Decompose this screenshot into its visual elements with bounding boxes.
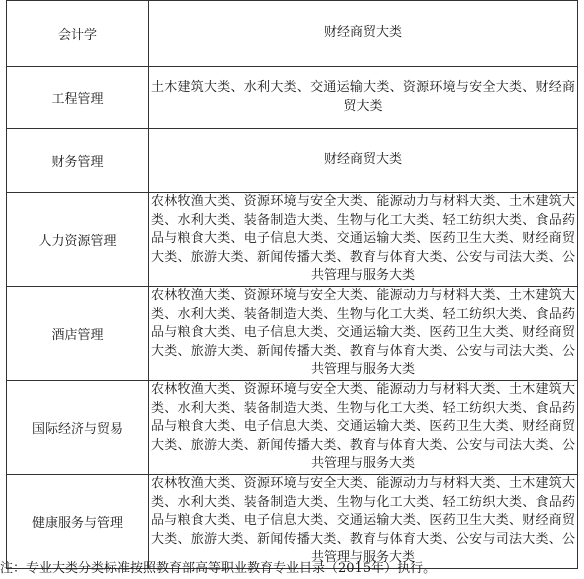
category-cell: 农林牧渔大类、资源环境与安全大类、能源动力与材料大类、土木建筑大类、水利大类、装备制造大类、生物与化工大类、轻工纺织大类、食品药品与粮食大类、电子信息大类、交通运输大类、医药卫生大类、财经商贸大类、旅游大类、新闻传播大类、教育与体育大类、公安与司法大类、公共管理与服务大类 xyxy=(149,193,578,287)
table-row xyxy=(7,380,578,474)
category-cell: 农林牧渔大类、资源环境与安全大类、能源动力与材料大类、土木建筑大类、水利大类、装备制造大类、生物与化工大类、轻工纺织大类、食品药品与粮食大类、电子信息大类、交通运输大类、医药卫生大类、财经商贸大类、旅游大类、新闻传播大类、教育与体育大类、公安与司法大类、公共管理与服务大类 xyxy=(149,286,578,380)
major-cell: 酒店管理 xyxy=(7,286,149,380)
major-cell: 健康服务与管理 xyxy=(7,474,149,568)
table-row xyxy=(7,129,578,193)
table-row xyxy=(7,474,578,568)
category-cell: 土木建筑大类、水利大类、交通运输大类、资源环境与安全大类、财经商贸大类 xyxy=(149,67,578,129)
table-row xyxy=(7,193,578,287)
footnote: 注：专业大类分类标准按照教育部高等职业教育专业目录（2015年）执行。 xyxy=(0,561,437,576)
major-cell: 人力资源管理 xyxy=(7,193,149,287)
major-cell: 国际经济与贸易 xyxy=(7,380,149,474)
category-cell: 农林牧渔大类、资源环境与安全大类、能源动力与材料大类、土木建筑大类、水利大类、装备制造大类、生物与化工大类、轻工纺织大类、食品药品与粮食大类、电子信息大类、交通运输大类、医药卫生大类、财经商贸大类、旅游大类、新闻传播大类、教育与体育大类、公安与司法大类、公共管理与服务大类 xyxy=(149,474,578,568)
table-row xyxy=(7,286,578,380)
category-cell: 农林牧渔大类、资源环境与安全大类、能源动力与材料大类、土木建筑大类、水利大类、装备制造大类、生物与化工大类、轻工纺织大类、食品药品与粮食大类、电子信息大类、交通运输大类、医药卫生大类、财经商贸大类、旅游大类、新闻传播大类、教育与体育大类、公安与司法大类、公共管理与服务大类 xyxy=(149,380,578,474)
major-cell: 财务管理 xyxy=(7,129,149,193)
major-cell: 会计学 xyxy=(7,1,149,67)
category-cell: 财经商贸大类 xyxy=(149,129,578,193)
major-category-table xyxy=(6,0,578,569)
table-row xyxy=(7,67,578,129)
category-cell: 财经商贸大类 xyxy=(149,1,578,67)
major-cell: 工程管理 xyxy=(7,67,149,129)
table-row xyxy=(7,1,578,67)
